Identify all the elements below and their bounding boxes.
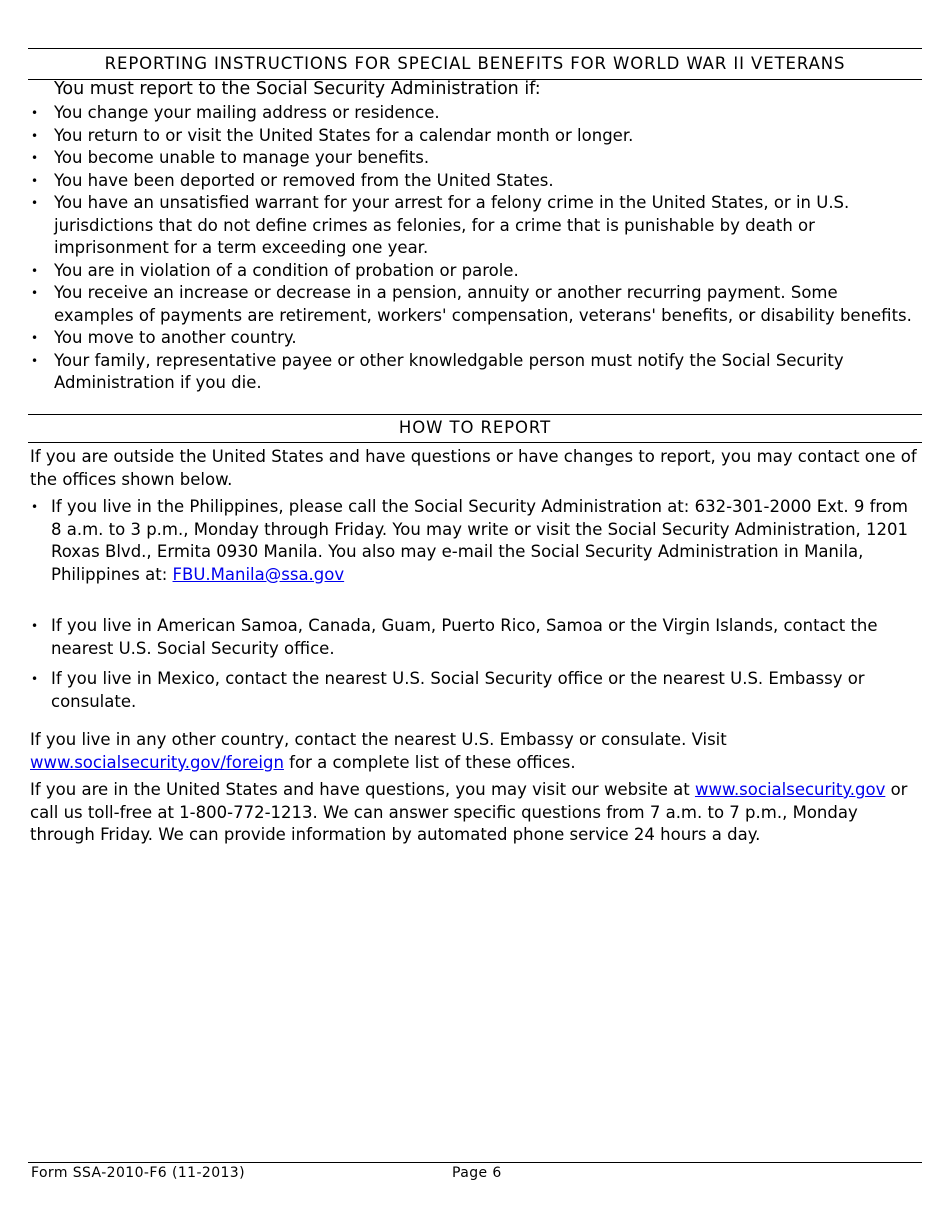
philippines-email-link[interactable]: FBU.Manila@ssa.gov (172, 564, 345, 584)
bullet-icon: • (31, 331, 39, 345)
page-number: Page 6 (452, 1165, 502, 1181)
bullet-icon: • (31, 500, 39, 514)
reporting-instructions-header: REPORTING INSTRUCTIONS FOR SPECIAL BENEFITS FOR WORLD WAR II VETERANS (28, 48, 922, 80)
list-item (28, 327, 922, 350)
form-id: Form SSA-2010-F6 (11-2013) (31, 1165, 245, 1181)
office-mexico (28, 668, 922, 713)
bullet-icon: • (31, 151, 39, 165)
list-item (28, 147, 922, 170)
how-to-report-intro: If you are outside the United States and have questions or have changes to report, you may contact one of the offices shown below. (30, 447, 917, 489)
list-item-text: You return to or visit the United States for a calendar month or longer. (54, 125, 634, 145)
bullet-icon: • (31, 263, 39, 278)
list-item-text: You have an unsatisfied warrant for your arrest for a felony crime in the United States, or in U.S. jurisdictions that do not define crimes as felonies, for a crime that is punishable by death or imprisonment for a term exceeding one year. (54, 193, 850, 257)
list-item (28, 125, 922, 148)
bullet-icon: • (31, 196, 39, 210)
list-item-text: You have been deported or removed from the United States. (54, 170, 554, 190)
mexico-text: If you live in Mexico, contact the nearest U.S. Social Security office or the nearest U.S. Embassy or consulate. (51, 669, 865, 711)
in-us-text: If you are in the United States and have questions, you may visit our website at (30, 780, 695, 799)
office-territories (28, 615, 922, 660)
list-item (28, 282, 922, 327)
reporting-intro: You must report to the Social Security Administration if: (54, 79, 541, 99)
list-item (28, 192, 922, 260)
bullet-icon: • (31, 106, 39, 120)
bullet-icon: • (31, 173, 39, 188)
list-item-text: Your family, representative payee or other knowledgable person must notify the Social Security Administration if you die. (54, 350, 844, 392)
bullet-icon: • (31, 619, 39, 633)
how-to-report-header: HOW TO REPORT (28, 414, 922, 443)
reporting-list (28, 102, 922, 395)
philippines-text: If you live in the Philippines, please call the Social Security Administration at: 632-301-2000 Ext. 9 from 8 a.m. to 3 p.m., Monday through Friday. You may write or visit the Social Security Administration, 1201 Roxas Blvd., Ermita 0930 Manila. You also may e-mail the Social Security Administration in Manila, Philippines at: (51, 497, 909, 584)
other-country-text-after: for a complete list of these offices. (283, 752, 576, 772)
list-item (28, 260, 922, 283)
in-us-text-after: or call us toll-free at 1-800-772-1213. We can answer specific questions from 7 a.m. to 7 p.m., Monday through Friday. We can provide information by automated phone service 24 hours a day. (30, 780, 908, 844)
document-page (28, 0, 922, 1230)
bullet-icon: • (31, 353, 39, 368)
list-item-text: You are in violation of a condition of probation or parole. (54, 260, 519, 280)
foreign-offices-link[interactable]: www.socialsecurity.gov/foreign (30, 752, 284, 772)
list-item (28, 170, 922, 193)
list-item-text: You become unable to manage your benefits. (54, 148, 430, 167)
list-item-text: You receive an increase or decrease in a pension, annuity or another recurring payment. Some examples of payments are retirement, workers' compensation, veterans' benefits, or disability benefits. (54, 283, 912, 325)
territories-text: If you live in American Samoa, Canada, Guam, Puerto Rico, Samoa or the Virgin Islands, contact the nearest U.S. Social Security office. (51, 616, 878, 658)
list-item (28, 102, 922, 125)
list-item (28, 350, 922, 395)
page-footer (28, 1162, 922, 1181)
website-link[interactable]: www.socialsecurity.gov (694, 780, 886, 799)
list-item-text: You change your mailing address or residence. (54, 103, 440, 122)
other-country-text: If you live in any other country, contact the nearest U.S. Embassy or consulate. Visit (30, 730, 727, 749)
bullet-icon: • (31, 286, 39, 300)
bullet-icon: • (31, 128, 39, 143)
bullet-icon: • (31, 672, 39, 686)
office-philippines (28, 496, 922, 586)
other-country-paragraph (30, 729, 922, 774)
list-item-text: You move to another country. (54, 328, 297, 347)
in-us-paragraph (30, 779, 922, 847)
